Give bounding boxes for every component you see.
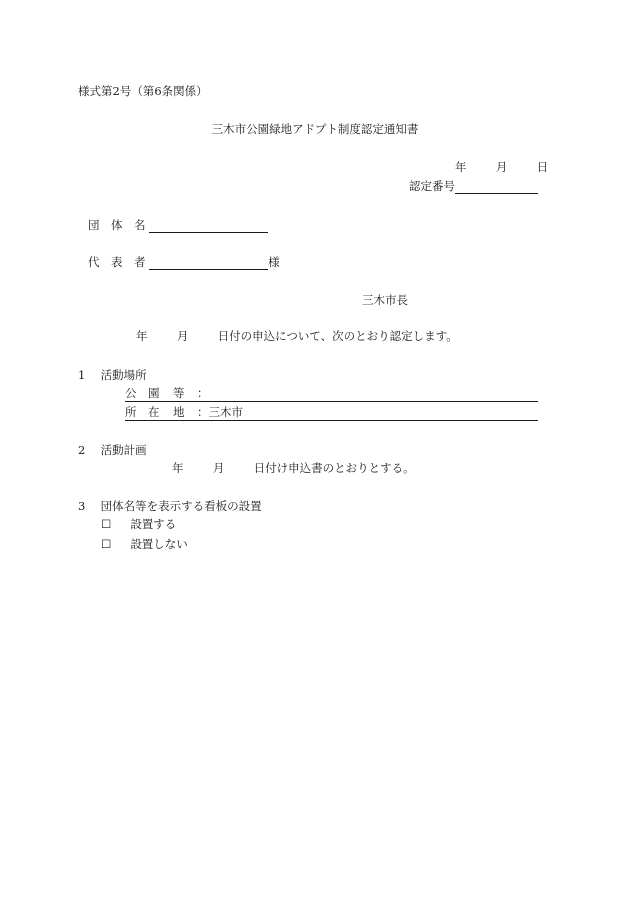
- section-number: 1: [78, 368, 86, 382]
- representative-field: [88, 257, 280, 270]
- notice-month: 月: [176, 329, 189, 343]
- notice-sentence: [136, 331, 458, 343]
- cert-number-field: [409, 181, 538, 194]
- location-field: [125, 407, 538, 421]
- date-year: 年: [455, 160, 467, 174]
- park-field: [125, 388, 538, 402]
- park-separator: ：: [197, 386, 209, 400]
- location-value: 三木市: [208, 405, 243, 419]
- issuer: 三木市長: [362, 293, 408, 307]
- option-label: 設置しない: [130, 537, 188, 551]
- section-number: 3: [78, 499, 86, 513]
- signboard-option-install[interactable]: [101, 519, 176, 531]
- plan-month: 月: [212, 461, 225, 475]
- plan-sentence: [172, 463, 415, 475]
- document-title: 三木市公園緑地アドプト制度認定通知書: [211, 122, 419, 136]
- checkbox-icon[interactable]: ☐: [101, 537, 112, 551]
- location-label-char: 地: [173, 405, 185, 419]
- representative-label-char: 表: [111, 255, 123, 269]
- section-heading: 活動場所: [100, 368, 147, 382]
- cert-number-line: [455, 181, 538, 194]
- date-day: 日: [536, 160, 549, 174]
- section-number: 2: [78, 443, 86, 457]
- representative-label-char: 代: [88, 255, 100, 269]
- section-2-heading: [78, 445, 147, 457]
- date-month: 月: [495, 160, 508, 174]
- park-label-char: 等: [173, 386, 185, 400]
- checkbox-icon[interactable]: ☐: [101, 517, 112, 531]
- form-number-label: 様式第2号（第6条関係）: [78, 84, 208, 98]
- date-field: [455, 162, 548, 174]
- plan-year: 年: [172, 461, 184, 475]
- group-name-label-char: 名: [134, 218, 146, 232]
- honorific: 様: [268, 255, 280, 269]
- cert-number-label: 認定番号: [409, 179, 455, 193]
- signboard-option-not-install[interactable]: [101, 539, 188, 551]
- group-name-field: [88, 220, 268, 233]
- plan-text: 日付け申込書のとおりとする。: [253, 461, 415, 475]
- notice-text: 日付の申込について、次のとおり認定します。: [217, 329, 458, 343]
- section-1-heading: [78, 370, 147, 382]
- representative-line: [149, 257, 268, 270]
- location-label-char: 所: [125, 405, 137, 419]
- representative-label-char: 者: [134, 255, 146, 269]
- section-heading: 団体名等を表示する看板の設置: [100, 499, 262, 513]
- group-name-label-char: 団: [88, 218, 100, 232]
- group-name-line: [149, 220, 268, 233]
- location-separator: ：: [197, 405, 209, 419]
- option-label: 設置する: [130, 517, 177, 531]
- group-name-label-char: 体: [111, 218, 123, 232]
- section-heading: 活動計画: [100, 443, 147, 457]
- park-label-char: 園: [148, 386, 160, 400]
- section-3-heading: [78, 501, 262, 513]
- location-label-char: 在: [148, 405, 160, 419]
- park-label-char: 公: [125, 386, 137, 400]
- notice-year: 年: [136, 329, 148, 343]
